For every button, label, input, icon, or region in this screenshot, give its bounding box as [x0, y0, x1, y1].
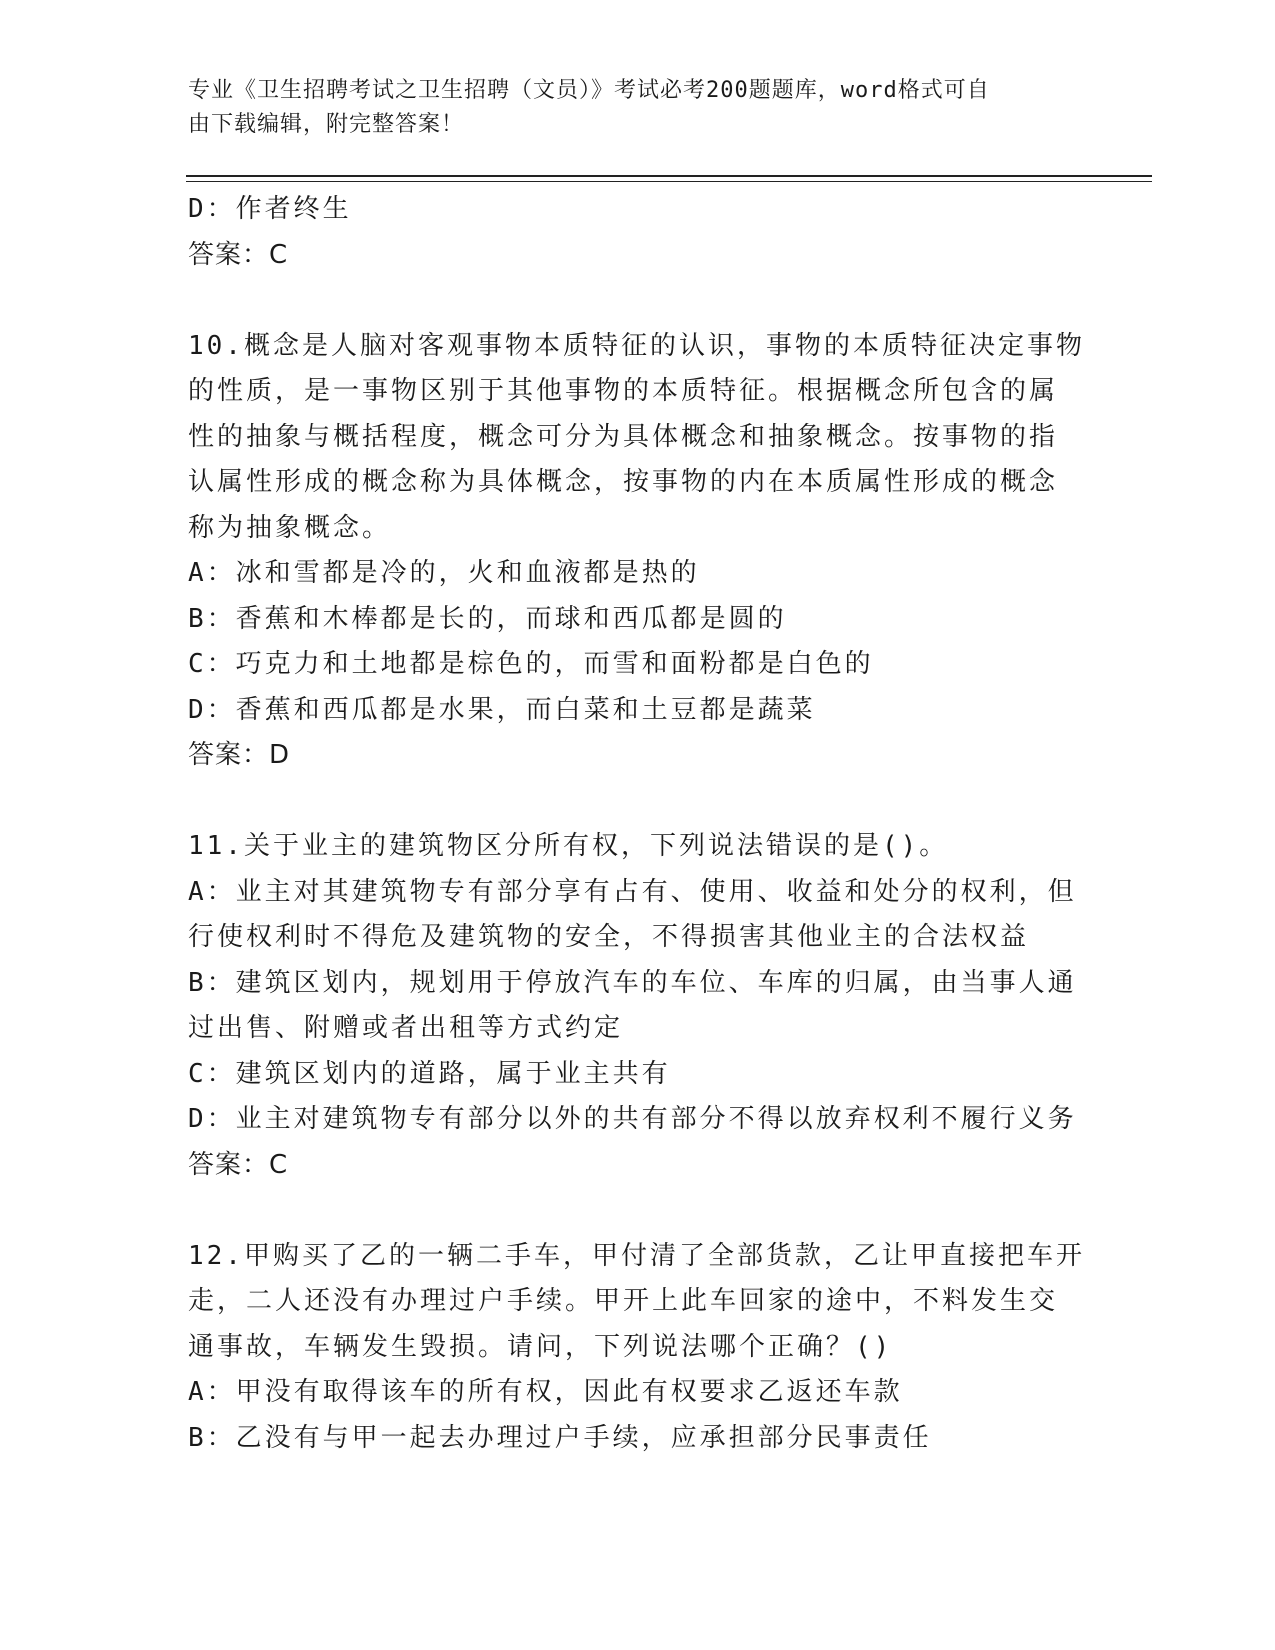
- header-divider: [186, 175, 1152, 177]
- header-line-2: 由下载编辑，附完整答案！: [188, 112, 465, 137]
- question-stem-line: 走，二人还没有办理过户手续。甲开上此车回家的途中，不料发生交: [188, 1286, 1059, 1316]
- question-stem-line: 通事故，车辆发生毁损。请问，下列说法哪个正确？(): [188, 1331, 893, 1362]
- header-line-1: 专业《卫生招聘考试之卫生招聘（文员）》考试必考200题题库，word格式可自: [188, 78, 990, 103]
- option-line: B：乙没有与甲一起去办理过户手续，应承担部分民事责任: [188, 1422, 932, 1453]
- question-stem-line: 10.概念是人脑对客观事物本质特征的认识，事物的本质特征决定事物: [188, 330, 1085, 361]
- option-line: A：甲没有取得该车的所有权，因此有权要求乙返还车款: [188, 1377, 903, 1407]
- option-line: D：作者终生: [188, 194, 352, 224]
- question-stem-line: 认属性形成的概念称为具体概念，按事物的内在本质属性形成的概念: [188, 467, 1059, 497]
- question-stem-line: 的性质，是一事物区别于其他事物的本质特征。根据概念所包含的属: [188, 376, 1059, 406]
- answer-line: 答案：C: [188, 1149, 289, 1180]
- paragraph-gap: [188, 1188, 1078, 1234]
- option-line: B：建筑区划内，规划用于停放汽车的车位、车库的归属，由当事人通: [188, 967, 1077, 998]
- option-line: 过出售、附赠或者出租等方式约定: [188, 1013, 624, 1043]
- option-line: 行使权利时不得危及建筑物的安全，不得损害其他业主的合法权益: [188, 922, 1030, 952]
- option-line: D：香蕉和西瓜都是水果，而白菜和土豆都是蔬菜: [188, 694, 816, 725]
- question-stem-line: 11.关于业主的建筑物区分所有权，下列说法错误的是()。: [188, 831, 949, 861]
- page-header: [188, 74, 1068, 142]
- question-stem-line: 性的抽象与概括程度，概念可分为具体概念和抽象概念。按事物的指: [188, 421, 1059, 452]
- option-line: C：建筑区划内的道路，属于业主共有: [188, 1058, 671, 1089]
- option-line: C：巧克力和土地都是棕色的，而雪和面粉都是白色的: [188, 649, 874, 679]
- option-line: A：业主对其建筑物专有部分享有占有、使用、收益和处分的权利，但: [188, 876, 1077, 907]
- header-divider-thin: [186, 181, 1152, 182]
- paragraph-gap: [188, 278, 1078, 324]
- option-line: B：香蕉和木棒都是长的，而球和西瓜都是圆的: [188, 603, 787, 634]
- document-body: [188, 187, 1085, 1461]
- question-stem-line: 12.甲购买了乙的一辆二手车，甲付清了全部货款，乙让甲直接把车开: [188, 1240, 1085, 1271]
- answer-line: 答案：D: [188, 740, 291, 770]
- answer-line: 答案：C: [188, 239, 289, 270]
- question-stem-line: 称为抽象概念。: [188, 512, 392, 543]
- option-line: A：冰和雪都是冷的，火和血液都是热的: [188, 558, 700, 588]
- option-line: D：业主对建筑物专有部分以外的共有部分不得以放弃权利不履行义务: [188, 1104, 1077, 1134]
- paragraph-gap: [188, 779, 1078, 825]
